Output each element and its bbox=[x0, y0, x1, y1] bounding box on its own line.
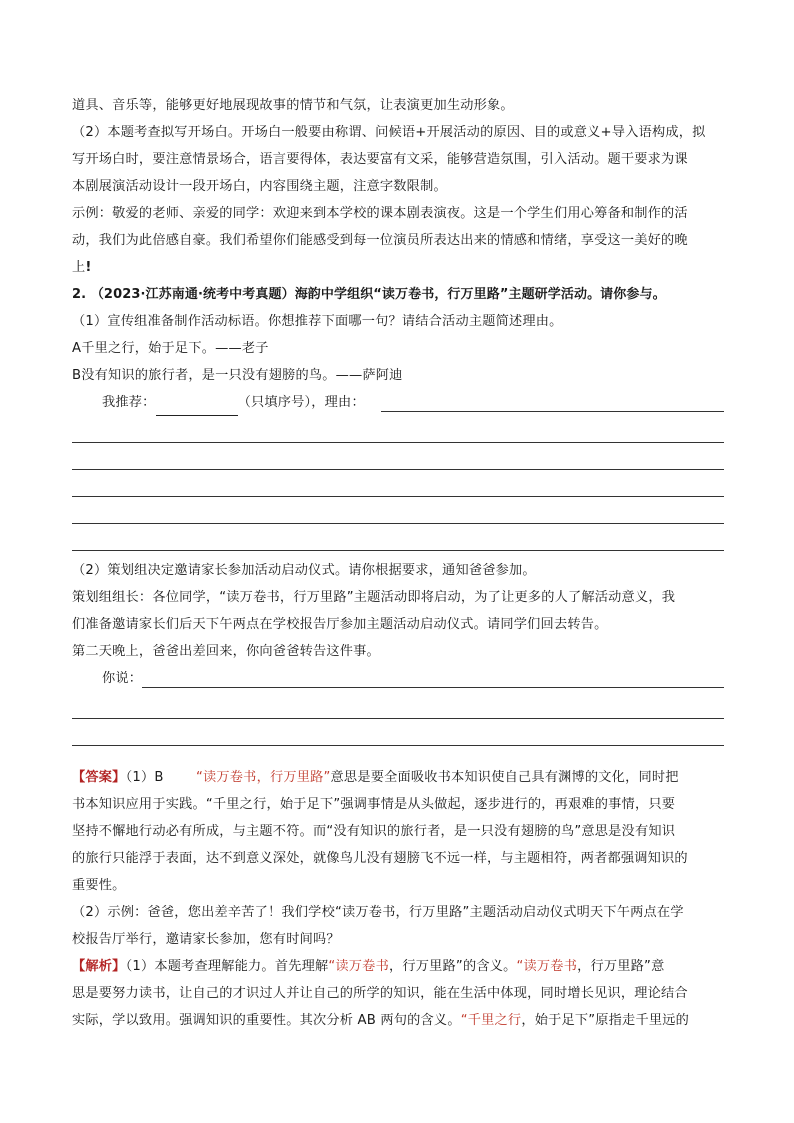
leader-line: 们准备邀请家长们后天下午两点在学校报告厅参加主题活动启动仪式。请同学们回去转告。 bbox=[72, 617, 608, 632]
question-title bbox=[72, 281, 724, 308]
next-day-line: 第二天晚上，爸爸出差回来，你向爸爸转告这件事。 bbox=[72, 644, 380, 659]
analysis-line-3 bbox=[72, 1007, 724, 1034]
answer-line: 重要性。 bbox=[72, 878, 126, 893]
analysis-text: ，始于足下”原指走千里远的 bbox=[521, 1013, 689, 1028]
answer-line: 的旅行只能浮于表面，达不到意义深处，就像鸟儿没有翅膀飞不远一样，与主题相符，两者都强调知识的 bbox=[72, 851, 688, 866]
analysis-tag: 【解析】 bbox=[72, 959, 126, 974]
answer-line[interactable] bbox=[72, 524, 724, 551]
question-part1: （1）宣传组准备制作活动标语。你想推荐下面哪一句？请结合活动主题简述理由。 bbox=[72, 314, 563, 329]
intro-last-text: 上 bbox=[72, 260, 86, 275]
intro-line: 示例：敬爱的老师、亲爱的同学：欢迎来到本学校的课本剧表演夜。这是一个学生们用心筹备和制作的活 bbox=[72, 206, 688, 221]
answer-line[interactable] bbox=[72, 416, 724, 443]
analysis-quote: “千里之行 bbox=[460, 1013, 522, 1028]
answer-line[interactable] bbox=[72, 470, 724, 497]
you-say-blank[interactable] bbox=[142, 669, 724, 688]
intro-line: （2）本题考查拟写开场白。开场白一般要由称谓、问候语+开展活动的原因、目的或意义+导入语构成，拟 bbox=[72, 125, 706, 140]
answer-line: 校报告厅举行，邀请家长参加，您有时间吗？ bbox=[72, 932, 340, 947]
recommend-label: 我推荐： bbox=[102, 395, 156, 410]
answer-line: 坚持不懈地行动必有所成，与主题不符。而“没有知识的旅行者，是一只没有翅膀的鸟”意思是没有知识 bbox=[72, 824, 676, 839]
you-say-row bbox=[72, 665, 724, 692]
answer-line: （2）示例：爸爸，您出差辛苦了！我们学校“读万卷书，行万里路”主题活动启动仪式明天下午两点在学 bbox=[72, 905, 684, 920]
analysis-line-1 bbox=[72, 953, 724, 980]
analysis-quote: “读万卷书 bbox=[516, 959, 578, 974]
option-a: A千里之行，始于足下。——老子 bbox=[72, 341, 269, 356]
intro-line: 本剧展演活动设计一段开场白，内容围绕主题，注意字数限制。 bbox=[72, 179, 447, 194]
intro-line: 动，我们为此倍感自豪。我们希望你们能感受到每一位演员所表达出来的情感和情绪，享受这一美好的晚 bbox=[72, 233, 688, 248]
intro-line-last bbox=[72, 254, 724, 281]
exclamation-mark: ! bbox=[85, 260, 92, 275]
analysis-text: ，行万里路”意 bbox=[577, 959, 665, 974]
question-stem: 海韵中学组织“读万卷书，行万里路”主题研学活动。请你参与。 bbox=[294, 287, 666, 302]
intro-line: 道具、音乐等，能够更好地展现故事的情节和气氛，让表演更加生动形象。 bbox=[72, 98, 514, 113]
analysis-text: ，行万里路”的含义。 bbox=[388, 959, 517, 974]
leader-line: 策划组组长：各位同学，“读万卷书，行万里路”主题活动即将启动，为了让更多的人了解活动意义，我 bbox=[72, 590, 676, 605]
answer-tag: 【答案】 bbox=[72, 770, 126, 785]
recommend-blank[interactable] bbox=[156, 399, 238, 416]
analysis-line: 思是要努力读书，让自己的才识过人并让自己的所学的知识，能在生活中体现，同时增长见识，理论结合 bbox=[72, 986, 688, 1001]
reason-blank[interactable] bbox=[381, 393, 724, 412]
you-say-label: 你说： bbox=[102, 671, 143, 686]
recommend-row bbox=[72, 389, 724, 416]
option-b: B没有知识的旅行者，是一只没有翅膀的鸟。——萨阿迪 bbox=[72, 368, 403, 383]
document-page bbox=[72, 92, 724, 1034]
analysis-text: 实际，学以致用。强调知识的重要性。其次分析 AB 两句的含义。 bbox=[72, 1013, 461, 1028]
question-source: （2023·江苏南通·统考中考真题） bbox=[90, 287, 295, 302]
question-part2: （2）策划组决定邀请家长参加活动启动仪式。请你根据要求，通知爸爸参加。 bbox=[72, 563, 536, 578]
recommend-hint: （只填序号），理由： bbox=[237, 395, 365, 410]
answer-line[interactable] bbox=[72, 692, 724, 719]
answer-part1-rest: 意思是要全面吸收书本知识使自己具有渊博的文化，同时把 bbox=[330, 770, 679, 785]
answer-line[interactable] bbox=[72, 443, 724, 470]
answer-line: 书本知识应用于实践。“千里之行，始于足下”强调事情是从头做起，逐步进行的，再艰难的事情，只要 bbox=[72, 797, 676, 812]
question-number: 2. bbox=[72, 287, 87, 302]
analysis-quote: “读万卷书 bbox=[328, 959, 389, 974]
analysis-text: （1）本题考查理解能力。首先理解 bbox=[125, 959, 329, 974]
answer-line[interactable] bbox=[72, 497, 724, 524]
answer-line[interactable] bbox=[72, 719, 724, 746]
answer-part1-num: （1）B bbox=[125, 770, 164, 785]
answer-quote: “读万卷书，行万里路” bbox=[195, 770, 331, 785]
intro-line: 写开场白时，要注意情景场合，语言要得体，表达要富有文采，能够营造氛围，引入活动。题干要求为课 bbox=[72, 152, 688, 167]
answer-line-1 bbox=[72, 764, 724, 791]
